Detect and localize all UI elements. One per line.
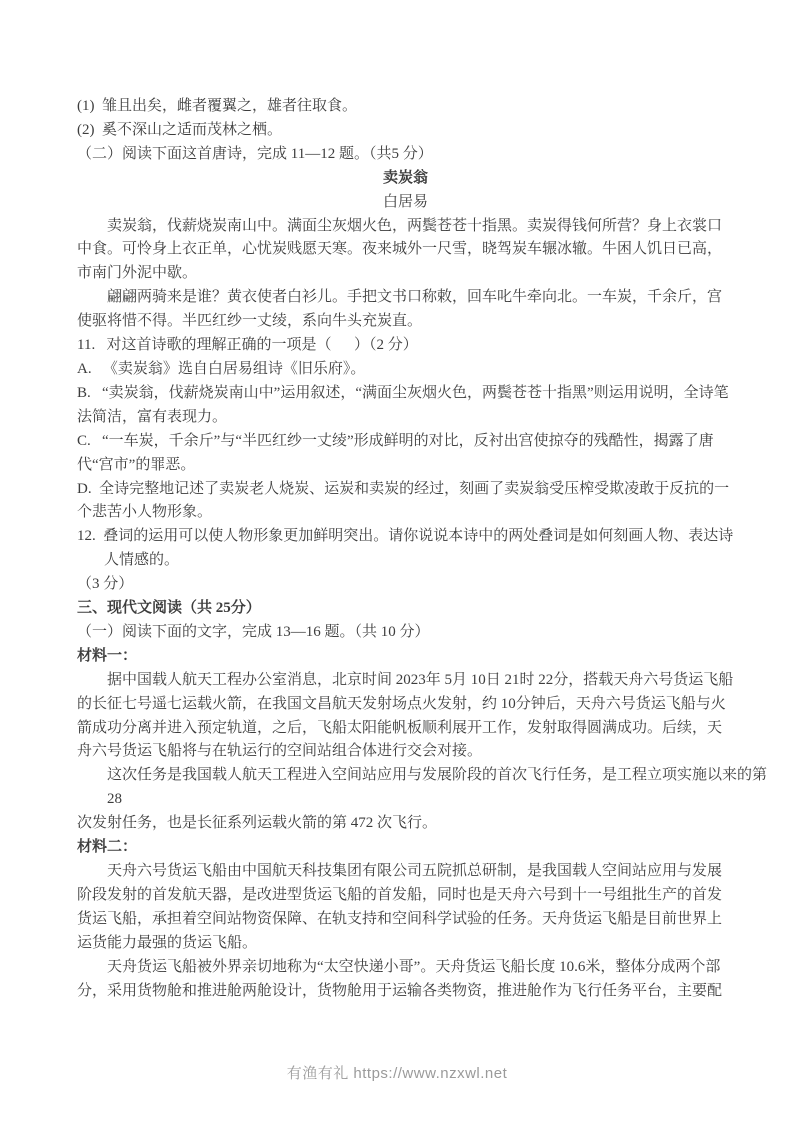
poem-author: 白居易: [382, 193, 428, 210]
poem-title: 卖炭翁: [382, 169, 428, 186]
section-2-instruction: （二）阅读下面这首唐诗，完成 11—12 题。（共5 分）: [77, 145, 433, 162]
section-3-1-instruction: （一）阅读下面的文字，完成 13—16 题。（共 10 分）: [77, 623, 430, 640]
material-2-paragraph-2: 天舟货运飞船被外界亲切地称为“太空快递小哥”。天舟货运飞船长度 10.6米，整体分成两个部分，采用货物舱和推进舱两舱设计，货物舱用于运输各类物资，推进舱作为飞行任务平台，主要配: [77, 958, 723, 999]
material-2-paragraph-1: 天舟六号货运飞船由中国航天科技集团有限公司五院抓总研制，是我国载人空间站应用与发展阶段发射的首发航天器，是改进型货运飞船的首发船，同时也是天舟六号到十一号组批生产的首发货运飞船，承担着空间站物资保障、在轨支持和空间科学试验的任务。天舟货运飞船是目前世界上运货能力最强的货运飞船。: [77, 863, 723, 951]
material-1-paragraph-2-line-1: 这次任务是我国载人航天工程进入空间站应用与发展阶段的首次飞行任务，是工程立项实施以来的第: [107, 767, 768, 784]
section-3-heading: 三、现代文阅读（共 25分）: [77, 600, 261, 617]
question-12-score: （3 分）: [77, 576, 134, 593]
material-1-paragraph-2-line-2: 28: [107, 791, 122, 808]
material-1-paragraph-1: 据中国载人航天工程办公室消息，北京时间 2023年 5月 10日 21时 22分，搭载天舟六号货运飞船的长征七号遥七运载火箭，在我国文昌航天发射场点火发射，约 10分钟后，天舟六号货运飞船与火箭成功分离并进入预定轨道，之后，飞船太阳能帆板顺利展开工作，发射取得圆满成功。后续，天舟六号货运飞船将与在轨运行的空间站组合体进行交会对接。: [77, 671, 734, 760]
question-11-choice-c: C. “一车炭，千余斤”与“半匹红纱一丈绫”形成鲜明的对比，反衬出宫使掠夺的残酷性，揭露了唐代“宫市”的罪恶。: [77, 432, 714, 473]
question-11-choice-a: A. 《卖炭翁》选自白居易组诗《旧乐府》。: [77, 360, 366, 377]
poem-stanza-1: 卖炭翁，伐薪烧炭南山中。满面尘灰烟火色，两鬓苍苍十指黑。卖炭得钱何所营？身上衣裳口中食。可怜身上衣正单，心忧炭贱愿天寒。夜来城外一尺雪，晓驾炭车辗冰辙。牛困人饥日已高，市南门外泥中歇。: [77, 217, 723, 282]
material-2-label: 材料二：: [77, 839, 138, 856]
document-body: [77, 95, 768, 1003]
footer-watermark: 有渔有礼 https://www.nzxwl.net: [286, 1065, 508, 1082]
fill-blank-item-1: (1) 雏且出矣，雌者覆翼之，雄者往取食。: [77, 98, 357, 114]
poem-stanza-2: 翩翩两骑来是谁？黄衣使者白衫儿。手把文书口称敕，回车叱牛牵向北。一车炭，千余斤，宫使驱将惜不得。半匹红纱一丈绫，系向牛头充炭直。: [77, 289, 723, 330]
question-11-choice-b: B. “卖炭翁，伐薪烧炭南山中”运用叙述，“满面尘灰烟火色，两鬓苍苍十指黑”则运用说明，全诗笔法简洁，富有表现力。: [77, 384, 729, 425]
material-1-paragraph-2-line-3: 次发射任务，也是长征系列运载火箭的第 472 次飞行。: [77, 815, 438, 832]
question-11: 11. 对这首诗歌的理解正确的一项是（ ）（2 分）: [77, 337, 418, 354]
material-1-label: 材料一：: [77, 647, 138, 664]
question-12: 12. 叠词的运用可以使人物形象更加鲜明突出。请你说说本诗中的两处叠词是如何刻画人物、表达诗人情感的。: [77, 528, 734, 569]
question-11-choice-d: D. 全诗完整地记述了卖炭老人烧炭、运炭和卖炭的经过，刻画了卖炭翁受压榨受欺凌敢于反抗的一个悲苦小人物形象。: [77, 480, 730, 521]
fill-blank-item-2: (2) 奚不深山之适而茂林之栖。: [77, 121, 282, 138]
